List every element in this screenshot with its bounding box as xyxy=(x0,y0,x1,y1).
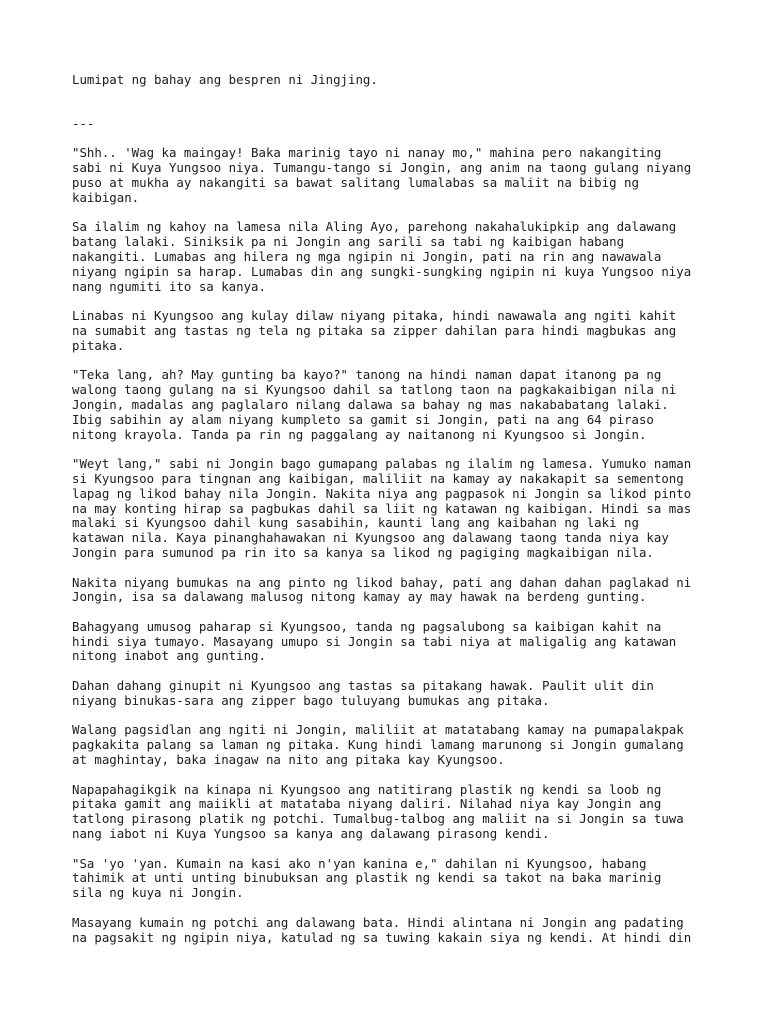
text-line: "Teka lang, ah? May gunting ba kayo?" tanong na hindi naman dapat itanong pa ng xyxy=(72,367,662,383)
text-line: nang ngumiti ito sa kanya. xyxy=(72,278,266,294)
text-line: nitong inabot ang gunting. xyxy=(72,648,266,664)
text-line: tahimik at unti unting binubuksan ang plastik ng kendi sa takot na baka marinig xyxy=(72,870,662,886)
paragraph xyxy=(72,457,708,561)
text-line: Jongin, madalas ang paglalaro nilang dalawa sa bahay ng mas nakababatang lalaki. xyxy=(72,396,669,412)
paragraph xyxy=(72,783,708,842)
text-line: "Weyt lang," sabi ni Jongin bago gumapang palabas ng ilalim ng lamesa. Yumuko naman xyxy=(72,456,692,472)
text-line: Walang pagsidlan ang ngiti ni Jongin, maliliit at matatabang kamay na pumapalakpak xyxy=(72,722,684,738)
text-line: nitong krayola. Tanda pa rin ng paggalang ay naitanong ni Kyungsoo si Jongin. xyxy=(72,426,647,442)
text-line: "Sa 'yo 'yan. Kumain na kasi ako n'yan kanina e," dahilan ni Kyungsoo, habang xyxy=(72,855,647,871)
text-line: Nakita niyang bumukas na ang pinto ng likod bahay, pati ang dahan dahan paglakad ni xyxy=(72,574,692,590)
text-line: Jongin, isa sa dalawang malusog nitong kamay ay may hawak na berdeng gunting. xyxy=(72,589,647,605)
text-line: tatlong pirasong platik ng potchi. Tumalbug-talbog ang maliit na si Jongin sa tuwa xyxy=(72,811,684,827)
text-line: Napapahagikgik na kinapa ni Kyungsoo ang natitirang plastik ng kendi sa loob ng xyxy=(72,781,662,797)
text-line: na pagsakit ng ngipin niya, katulad ng sa tuwing kakain siya ng kendi. At hindi din xyxy=(72,929,692,945)
text-line: walong taong gulang na si Kyungsoo dahil sa tatlong taon na pagkakaibigan nila ni xyxy=(72,382,677,398)
text-line: sabi ni Kuya Yungsoo niya. Tumangu-tango si Jongin, ang anim na taong gulang niyang xyxy=(72,160,692,176)
paragraph xyxy=(72,368,708,442)
paragraph xyxy=(72,576,708,606)
text-line: sila ng kuya ni Jongin. xyxy=(72,885,244,901)
text-line: hindi siya tumayo. Masayang umupo si Jongin sa tabi niya at maligalig ang katawan xyxy=(72,633,677,649)
text-line: niyang binukas-sara ang zipper bago tuluyang bumukas ang pitaka. xyxy=(72,692,550,708)
paragraph xyxy=(72,857,708,901)
paragraph xyxy=(72,679,708,709)
section-separator: --- xyxy=(72,115,95,131)
text-line: puso at mukha ay nakangiti sa bawat salitang lumalabas sa maliit na bibig ng xyxy=(72,174,639,190)
text-line: na sumabit ang tastas ng tela ng pitaka sa zipper dahilan para hindi magbukas ang xyxy=(72,322,677,338)
text-line: Dahan dahang ginupit ni Kyungsoo ang tastas sa pitakang hawak. Paulit ulit din xyxy=(72,678,654,694)
text-line: pitaka gamit ang maiikli at matataba niyang daliri. Nilahad niya kay Jongin ang xyxy=(72,796,662,812)
text-line: pagkakita palang sa laman ng pitaka. Kung hindi lamang marunong si Jongin gumalang xyxy=(72,737,684,753)
text-line: Sa ilalim ng kahoy na lamesa nila Aling Ayo, parehong nakahalukipkip ang dalawang xyxy=(72,219,677,235)
paragraph xyxy=(72,309,708,353)
paragraph xyxy=(72,723,708,767)
text-line: Ibig sabihin ay alam niyang kumpleto sa gamit si Jongin, pati na ang 64 piraso xyxy=(72,411,654,427)
text-line: si Kyungsoo para tingnan ang kaibigan, maliliit na kamay ay nakakapit sa sementong xyxy=(72,470,684,486)
text-line: kaibigan. xyxy=(72,189,140,205)
text-line: Masayang kumain ng potchi ang dalawang bata. Hindi alintana ni Jongin ang padating xyxy=(72,914,684,930)
text-line: niyang ngipin sa harap. Lumabas din ang sungki-sungking ngipin ni kuya Yungsoo niya xyxy=(72,263,692,279)
text-line: at maghintay, baka inagaw na nito ang pitaka kay Kyungsoo. xyxy=(72,752,505,768)
text-line: katawan nila. Kaya pinanghahawakan ni Kyungsoo ang dalawang taong tanda niya kay xyxy=(72,530,669,546)
paragraph xyxy=(72,220,708,294)
paragraph xyxy=(72,916,708,946)
text-line: batang lalaki. Siniksik pa ni Jongin ang sarili sa tabi ng kaibigan habang xyxy=(72,234,625,250)
text-line: Bahagyang umusog paharap si Kyungsoo, tanda ng pagsalubong sa kaibigan kahit na xyxy=(72,618,662,634)
text-line: na may konting hirap sa pagbukas dahil sa liit ng katawan ng kaibigan. Hindi sa mas xyxy=(72,500,692,516)
document-title: Lumipat ng bahay ang bespren ni Jingjing. xyxy=(72,72,378,87)
text-line: Linabas ni Kyungsoo ang kulay dilaw niyang pitaka, hindi nawawala ang ngiti kahit xyxy=(72,308,677,324)
text-line: nakangiti. Lumabas ang hilera ng mga ngipin ni Jongin, pati na rin ang nawawala xyxy=(72,248,662,264)
text-line: Jongin para sumunod pa rin ito sa kanya sa likod ng pagiging magkaibigan nila. xyxy=(72,544,654,560)
text-line: lapag ng likod bahay nila Jongin. Nakita niya ang pagpasok ni Jongin sa likod pinto xyxy=(72,485,692,501)
text-line: "Shh.. 'Wag ka maingay! Baka marinig tayo ni nanay mo," mahina pero nakangiting xyxy=(72,145,662,161)
document-body xyxy=(72,146,708,945)
paragraph xyxy=(72,146,708,205)
text-line: nang iabot ni Kuya Yungsoo sa kanya ang dalawang pirasong kendi. xyxy=(72,826,550,842)
text-line: pitaka. xyxy=(72,337,125,353)
paragraph xyxy=(72,620,708,664)
text-line: malaki si Kyungsoo dahil kung sasabihin, kaunti lang ang kaibahan ng laki ng xyxy=(72,515,639,531)
